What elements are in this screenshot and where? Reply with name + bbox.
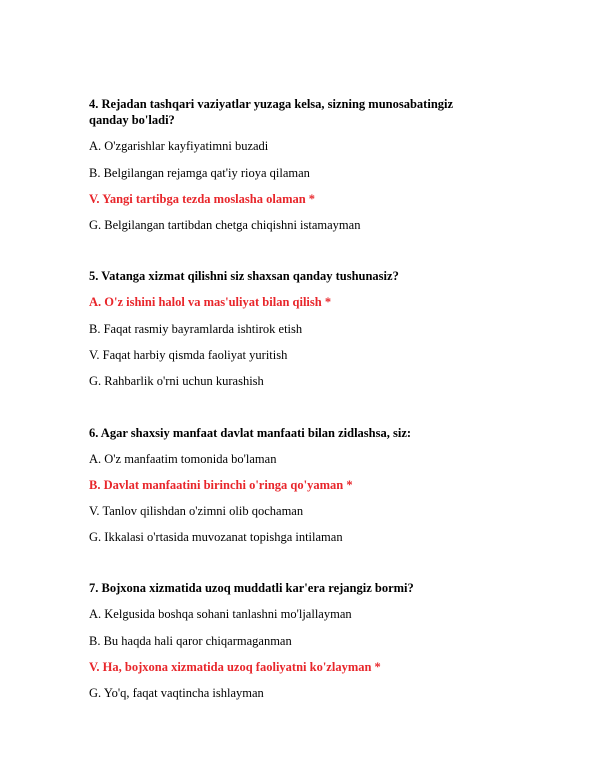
question-5-option-a-correct: A. O'z ishini halol va mas'uliyat bilan qilish * <box>89 295 332 309</box>
question-6-option-v: V. Tanlov qilishdan o'zimni olib qochaman <box>89 504 304 518</box>
question-6: 6. Agar shaxsiy manfaat davlat manfaati bilan zidlashsa, siz: <box>89 426 412 440</box>
question-6-option-a: A. O'z manfaatim tomonida bo'laman <box>89 452 277 466</box>
question-7-option-g: G. Yo'q, faqat vaqtincha ishlayman <box>89 686 264 700</box>
question-4-option-g: G. Belgilangan tartibdan chetga chiqishni istamayman <box>89 218 361 232</box>
question-6-option-g: G. Ikkalasi o'rtasida muvozanat topishga intilaman <box>89 530 343 544</box>
question-6-option-b-correct: B. Davlat manfaatini birinchi o'ringa qo'yaman * <box>89 478 353 492</box>
question-4-option-v-correct: V. Yangi tartibga tezda moslasha olaman * <box>89 192 316 206</box>
question-7-option-b: B. Bu haqda hali qaror chiqarmaganman <box>89 634 292 648</box>
question-5-option-v: V. Faqat harbiy qismda faoliyat yuritish <box>89 348 288 362</box>
question-7-option-a: A. Kelgusida boshqa sohani tanlashni mo'ljallayman <box>89 607 352 621</box>
question-4-option-b: B. Belgilangan rejamga qat'iy rioya qilaman <box>89 166 310 180</box>
question-5-option-b: B. Faqat rasmiy bayramlarda ishtirok etish <box>89 322 303 336</box>
question-4: 4. Rejadan tashqari vaziyatlar yuzaga kelsa, sizning munosabatingiz qanday bo'ladi? <box>89 97 454 127</box>
question-5-option-g: G. Rahbarlik o'rni uchun kurashish <box>89 374 264 388</box>
question-7-option-v-correct: V. Ha, bojxona xizmatida uzoq faoliyatni ko'zlayman * <box>89 660 381 674</box>
question-4-option-a: A. O'zgarishlar kayfiyatimni buzadi <box>89 139 269 153</box>
question-5: 5. Vatanga xizmat qilishni siz shaxsan qanday tushunasiz? <box>89 269 399 283</box>
question-7: 7. Bojxona xizmatida uzoq muddatli kar'era rejangiz bormi? <box>89 581 414 595</box>
